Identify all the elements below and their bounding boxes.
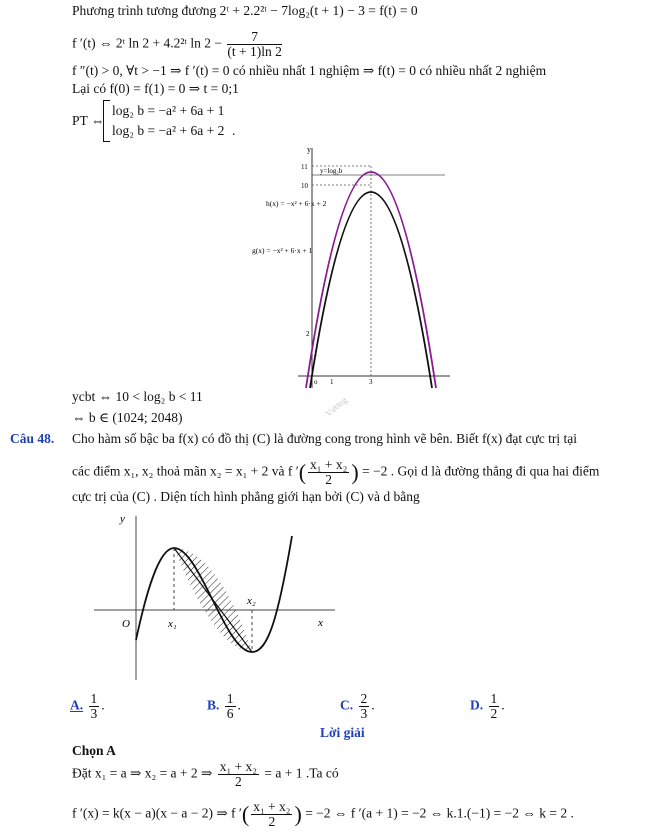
- fraction-numerator: x₁ + x₂: [219, 759, 258, 774]
- derivative-text: f ′(t) ⇔ 2ᵗ ln 2 + 4.2²ᵗ ln 2 −: [72, 35, 223, 51]
- x2-label: x₂: [247, 595, 256, 607]
- y-axis-label: y: [307, 145, 311, 154]
- x1-label: x₁: [168, 618, 177, 630]
- question-number: Câu 48.: [10, 431, 55, 446]
- solution-line-1: [72, 760, 339, 789]
- tick-y10: 10: [301, 182, 308, 190]
- option-a[interactable]: [70, 692, 105, 721]
- question-line-2-text: các điểm x₁, x₂ thoả mãn x₂ = x₁ + 2 và f ′: [72, 463, 299, 479]
- option-a-label: A.: [70, 697, 84, 713]
- question-line-1: Cho hàm số bậc ba f(x) có đồ thị (C) là đường cong trong hình vẽ bên. Biết f(x) đạt cực trị tại: [72, 431, 578, 446]
- g-function-label: g(x) = −x² + 6·x + 1: [252, 246, 313, 255]
- option-b[interactable]: [207, 692, 241, 721]
- option-c[interactable]: [340, 692, 375, 721]
- tick-x3: 3: [369, 378, 373, 386]
- solution-line-2-text: f ′(x) = k(x − a)(x − a − 2) ⇒ f ′: [72, 805, 242, 821]
- ycbt-line: ycbt ⇔ 10 < log₂ b < 11: [72, 389, 203, 404]
- origin-label: o: [314, 378, 318, 386]
- fraction-denominator: 2: [268, 814, 276, 829]
- solution-line-1-end: = a + 1 .Ta có: [264, 765, 339, 781]
- choice-line: Chọn A: [72, 743, 116, 758]
- question-line-2-end: = −2 . Gọi d là đường thẳng đi qua hai điểm: [362, 463, 600, 479]
- fraction-denominator: 3: [360, 706, 368, 721]
- line-log2b-label: y=log₂b: [320, 167, 343, 175]
- solution-line-2-end: = −2 ⇔ f ′(a + 1) = −2 ⇔ k.1.(−1) = −2 ⇔ k = 2 .: [305, 805, 574, 821]
- option-d-label: D.: [470, 697, 484, 713]
- question-line-3: cực trị của (C) . Diện tích hình phẳng giới hạn bởi (C) và d bằng: [72, 489, 420, 504]
- cubic-graph: [90, 508, 350, 688]
- second-derivative-line: f ″(t) > 0, ∀t > −1 ⇒ f ′(t) = 0 có nhiều nhất 1 nghiệm ⇒ f(t) = 0 có nhiều nhất 2 nghiệm: [72, 63, 547, 78]
- pt-dot: .: [232, 123, 236, 138]
- solution-line-2: f ′(x) = k(x − a)(x − a − 2) ⇒ f ′( $\frac{\text{x₁ + x₂}}{2}$ ) = −2 ⇔ f ′(a + 1) = −2 ⇔ k.1.(−1) = −2 ⇔ k = 2 .: [72, 799, 574, 829]
- question-line-2: các điểm x₁, x₂ thoả mãn x₂ = x₁ + 2 và f ′( $\frac{\text{x₁ + x₂}}{2}$ ) = −2 . Gọi d là đường thẳng đi qua hai điểm: [72, 457, 600, 487]
- fraction-numerator: 1: [226, 691, 234, 706]
- option-c-fraction: [359, 692, 370, 721]
- option-a-end: .: [101, 697, 105, 713]
- range-line: ⇔ b ∈ (1024; 2048): [72, 410, 183, 425]
- solution-fraction-1: [218, 760, 259, 789]
- x-axis-label: x: [318, 617, 323, 629]
- root-line: Lại có f(0) = f(1) = 0 ⇒ t = 0;1: [72, 81, 239, 96]
- fraction-numerator: 1: [90, 691, 98, 706]
- option-c-label: C.: [340, 697, 354, 713]
- fraction-numerator: x₁ + x₂: [310, 457, 348, 472]
- tick-y2: 2: [306, 330, 310, 338]
- fraction-denominator: 2: [490, 706, 498, 721]
- solution-heading: Lời giải: [320, 725, 365, 740]
- option-b-label: B.: [207, 697, 220, 713]
- fraction-numerator: 7: [227, 30, 281, 45]
- h-function-label: h(x) = −x² + 6·x + 2: [266, 199, 327, 208]
- fraction-numerator: 2: [360, 691, 368, 706]
- option-d-end: .: [501, 697, 505, 713]
- option-d[interactable]: [470, 692, 505, 721]
- y-axis-label: y: [120, 513, 125, 525]
- tick-y11: 11: [301, 163, 308, 171]
- derivative-line: [72, 30, 284, 59]
- option-a-fraction: [89, 692, 100, 721]
- option-b-end: .: [237, 697, 241, 713]
- fraction-denominator: 3: [90, 706, 98, 721]
- option-c-end: .: [371, 697, 375, 713]
- option-d-fraction: [489, 692, 500, 721]
- fraction-denominator: 2: [235, 774, 242, 789]
- tick-y1: 1: [314, 350, 318, 358]
- watermark: Vương: [323, 394, 349, 419]
- midpoint-fraction: [308, 458, 349, 487]
- pt-case-1: log₂ b = −a² + 6a + 1: [112, 103, 225, 118]
- fraction-numerator: x₁ + x₂: [253, 799, 291, 814]
- option-b-fraction: [225, 692, 236, 721]
- origin-label: O: [122, 618, 130, 630]
- fraction-denominator: (t + 1)ln 2: [227, 44, 282, 59]
- fraction-denominator: 6: [226, 706, 234, 721]
- solution-line-1-text: Đặt x₁ = a ⇒ x₂ = a + 2 ⇒: [72, 765, 213, 781]
- parabola-graph: [240, 140, 450, 419]
- solution-fraction-2: [251, 800, 292, 829]
- system-brace: [103, 100, 110, 142]
- fraction-denominator: 2: [325, 472, 333, 487]
- tick-x1: 1: [330, 378, 334, 386]
- equation-line-1: Phương trình tương đương 2ᵗ + 2.2²ᵗ − 7log₂(t + 1) − 3 = f(t) = 0: [72, 3, 418, 18]
- pt-case-2: log₂ b = −a² + 6a + 2: [112, 123, 225, 138]
- pt-prefix: PT ⇔: [72, 113, 105, 128]
- derivative-fraction: [227, 30, 281, 59]
- fraction-numerator: 1: [490, 691, 498, 706]
